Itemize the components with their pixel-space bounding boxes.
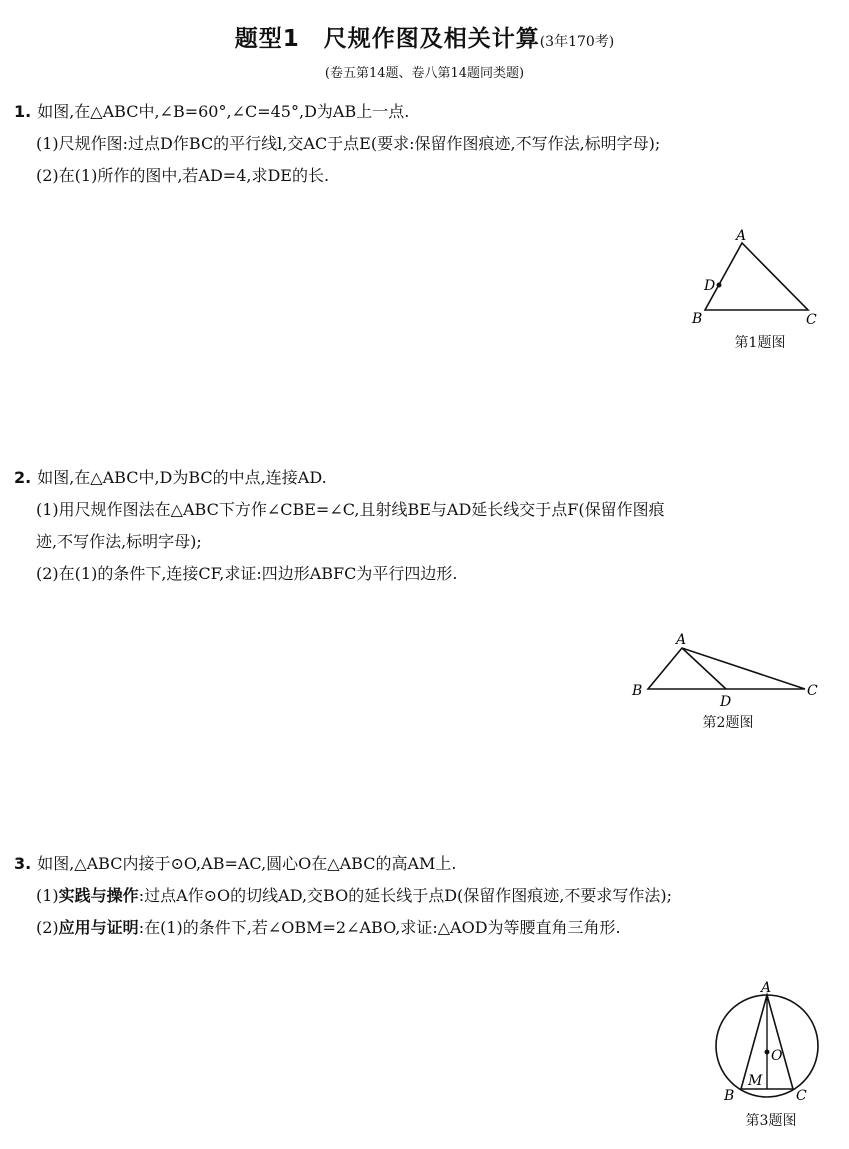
problem-3-part-1-index: (1) [36, 886, 59, 905]
problem-3-part-2-text: :在(1)的条件下,若∠OBM=2∠ABO,求证:△AOD为等腰直角三角形. [138, 918, 621, 937]
triangle-abc [648, 648, 805, 689]
figure-1 [690, 228, 830, 352]
problem-3-number: 3. [14, 854, 32, 873]
problem-2 [14, 462, 829, 590]
problem-1-line-1 [14, 96, 829, 128]
problem-3-stem: 如图,△ABC内接于⊙O,AB=AC,圆心O在△ABC的高AM上. [37, 854, 457, 873]
label-b: B [632, 683, 643, 699]
title-count: (3年170考) [539, 34, 615, 50]
figure-3-diagram [708, 982, 834, 1106]
problem-1-part-2: (2)在(1)所作的图中,若AD=4,求DE的长. [36, 166, 330, 185]
problem-3-part-1-heading: 实践与操作 [58, 886, 139, 905]
figure-1-diagram [690, 228, 830, 328]
label-a: A [676, 632, 687, 648]
problem-2-part-1: (1)用尺规作图法在△ABC下方作∠CBE=∠C,且射线BE与AD延长线交于点F(保留作图痕 [36, 500, 665, 519]
figure-3 [708, 982, 834, 1130]
label-m: M [748, 1073, 763, 1089]
figure-2-caption: 第2题图 [702, 715, 754, 731]
label-c: C [806, 312, 817, 328]
problem-2-stem: 如图,在△ABC中,D为BC的中点,连接AD. [37, 468, 327, 487]
label-a: A [736, 228, 747, 244]
problem-3 [14, 848, 829, 944]
figure-2-diagram [630, 632, 826, 708]
figure-2 [630, 632, 826, 732]
segment-ad [682, 648, 726, 689]
problem-3-part-1-text: :过点A作⊙O的切线AD,交BO的延长线于点D(保留作图痕迹,不要求写作法); [138, 886, 673, 905]
label-b: B [692, 311, 703, 327]
problem-2-part-2: (2)在(1)的条件下,连接CF,求证:四边形ABFC为平行四边形. [36, 564, 458, 583]
figure-3-caption: 第3题图 [745, 1113, 797, 1129]
triangle-abc [705, 243, 808, 310]
problem-1-stem: 如图,在△ABC中,∠B=60°,∠C=45°,D为AB上一点. [37, 102, 410, 121]
problem-1-number: 1. [14, 102, 32, 121]
title-text: 题型1 尺规作图及相关计算 [234, 26, 540, 52]
problem-3-part-2-index: (2) [36, 918, 59, 937]
problem-2-part-1-cont: 迹,不写作法,标明字母); [36, 532, 202, 551]
problem-2-number: 2. [14, 468, 32, 487]
label-d: D [720, 694, 732, 710]
point-d-dot [717, 283, 722, 288]
label-o: O [771, 1048, 783, 1064]
problem-1-part-1: (1)尺规作图:过点D作BC的平行线l,交AC于点E(要求:保留作图痕迹,不写作法,标明字母); [36, 134, 661, 153]
problem-3-part-2 [14, 912, 829, 944]
figure-1-caption: 第1题图 [734, 335, 786, 351]
label-c: C [807, 683, 818, 699]
problem-3-line-1 [14, 848, 829, 880]
label-a: A [761, 980, 772, 996]
problem-3-part-1 [14, 880, 829, 912]
label-c: C [796, 1088, 807, 1104]
problem-1 [14, 96, 829, 192]
label-b: B [724, 1088, 735, 1104]
label-d: D [704, 278, 716, 294]
page-title [0, 20, 849, 53]
page-subtitle: (卷五第14题、卷八第14题同类题) [324, 66, 525, 81]
center-o-dot [765, 1050, 770, 1055]
problem-2-line-1 [14, 462, 829, 494]
problem-3-part-2-heading: 应用与证明 [58, 918, 139, 937]
